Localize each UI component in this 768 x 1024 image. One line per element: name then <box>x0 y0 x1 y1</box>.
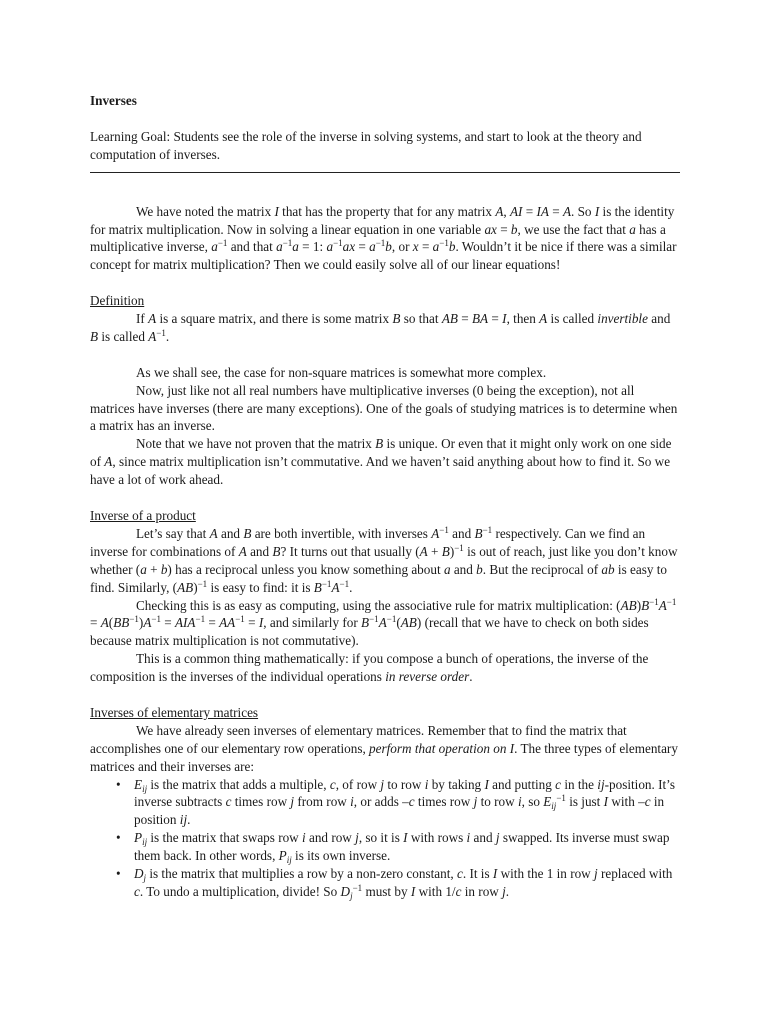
paragraph: As we shall see, the case for non-square matrices is somewhat more complex. <box>136 364 547 380</box>
spacer <box>90 489 680 507</box>
list-item: • $E_{ij}$ is the matrix that adds a multiple, c, of row j to row i by taking I and putting c in the ij-position. It’s inverse subtracts c times row j from row i, or adds –c times row j to row i, so $E_{ij}^{-1}$ is just I with –c in position ij. <box>134 776 680 830</box>
list-item: • $D_j$ is the matrix that multiplies a row by a non-zero constant, c. It is I with the 1 in row j replaced with c. To undo a multiplication, divide! So $D_j^{-1}$ must by I with 1/c in row j. <box>134 865 680 901</box>
elementary-list <box>90 776 680 901</box>
elementary-heading: Inverses of elementary matrices <box>90 704 259 720</box>
paragraph: Let’s say that A and B are both invertible, with inverses $A^{-1}$ and $B^{-1}$ respectively. Can we find an inverse for combinations of A and B? It turns out that usually $(A + B)^{-1}$ is out of reach, just like you don’t know whether (a + b) has a reciprocal unless you know something about a and b. But the reciprocal of ab is easy to find. Similarly, (AB)$^{-1}$ is easy to find: it is $B^{-1}A^{-1}$. <box>90 524 678 595</box>
spacer <box>90 185 680 203</box>
list-item: • $P_{ij}$ is the matrix that swaps row i and row j, so it is I with rows i and j swapped. Its inverse must swap them back. In other words, $P_{ij}$ is its own inverse. <box>134 829 680 865</box>
learning-goal: Learning Goal: Students see the role of the inverse in solving systems, and start to look at the theory and computation of inverses. <box>90 128 642 162</box>
spacer <box>90 346 680 364</box>
product-heading: Inverse of a product <box>90 507 196 523</box>
paragraph: We have already seen inverses of elementary matrices. Remember that to find the matrix that accomplishes one of our elementary row operations, perform that operation on I. The three types of elementary matrices and their inverses are: <box>90 722 678 774</box>
intro-paragraph: We have noted the matrix I that has the property that for any matrix A, AI = IA = A. So I is the identity for matrix multiplication. Now in solving a linear equation in one variable ax = b, we use the fact that a has a multiplicative inverse, $a^{-1}$ and that $a^{-1}a = 1$: $a^{-1}ax = a^{-1}b$, or $x = a^{-1}b$. Wouldn’t it be nice if there was a similar concept for matrix multiplication? Then we could easily solve all of our linear equations! <box>90 203 677 273</box>
paragraph: This is a common thing mathematically: if you compose a bunch of operations, the inverse of the composition is the inverses of the individual operations in reverse order. <box>90 651 649 685</box>
spacer <box>90 274 680 292</box>
document-page <box>90 92 680 901</box>
paragraph: Checking this is as easy as computing, using the associative rule for matrix multiplication: $(AB)B^{-1}A^{-1} = A(BB^{-1})A^{-1} = AIA^{-1} = AA^{-1} = I$, and similarly for $B^{-1}A^{-1}(AB)$ (recall that we have to check on both sides because matrix multiplication is not commutative). <box>90 596 677 649</box>
definition-paragraph: If A is a square matrix, and there is some matrix B so that AB = BA = I, then A is called invertible and B is called $A^{-1}$. <box>90 311 671 344</box>
definition-heading: Definition <box>90 293 145 309</box>
paragraph: Note that we have not proven that the matrix B is unique. Or even that it might only work on one side of A, since matrix multiplication isn’t commutative. And we haven’t said anything about how to find it. So we have a lot of work ahead. <box>90 436 672 488</box>
spacer <box>90 686 680 704</box>
page-title: Inverses <box>90 93 137 108</box>
divider <box>90 172 680 173</box>
paragraph: Now, just like not all real numbers have multiplicative inverses (0 being the exception), not all matrices have inverses (there are many exceptions). One of the goals of studying matrices is to determine when a matrix has an inverse. <box>90 382 678 434</box>
